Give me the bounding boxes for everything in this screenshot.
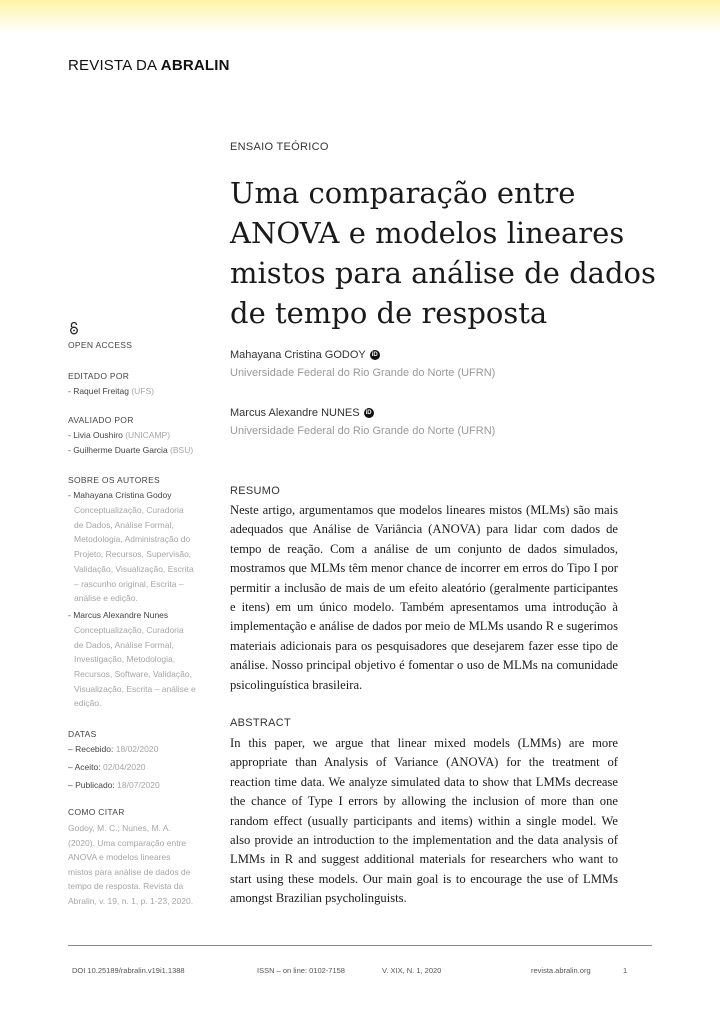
top-gradient-bar	[0, 0, 720, 34]
author-role-line: Investigação, Metodologia,	[74, 654, 176, 665]
footer-volume: V. XIX, N. 1, 2020	[382, 966, 442, 975]
sidebar-dates	[68, 729, 213, 793]
author-role-line: Recursos, Software, Validação,	[74, 669, 192, 680]
reviewer-name: - Guilherme Duarte Garcia	[68, 445, 168, 455]
about-author-name: - Marcus Alexandre Nunes	[68, 609, 169, 620]
abstract-text: In this paper, we argue that linear mixed models (LMMs) are more appropriate than Analysis of Variance (ANOVA) for the treatment of reaction time data. We analyze simulated data to show that LMMs decrease the chance of Type I errors by allowing the inclusion of more than one random effect (usually participants and items) within a single model. We also provide an introduction to the implementation and the data analysis of LMMs in R and suggest additional materials for researchers who want to start using these models. Our main goal is to encourage the use of LMMs amongst Brazilian psycholinguists.	[230, 736, 618, 906]
reviewer-institution: (BSU)	[170, 445, 194, 455]
author-role-line: de Dados, Análise Formal,	[74, 519, 174, 530]
about-author-name: - Mahayana Cristina Godoy	[68, 490, 172, 500]
open-access-label: OPEN ACCESS	[68, 340, 133, 350]
citation-text	[68, 821, 213, 909]
sidebar-how-to-cite	[68, 807, 213, 909]
author-affiliation: Universidade Federal do Rio Grande do Norte (UFRN)	[230, 425, 496, 437]
footer-page-number: 1	[623, 966, 628, 975]
open-access-icon	[68, 321, 80, 335]
editor-name: - Raquel Freitag	[68, 386, 129, 396]
resumo-label: RESUMO	[230, 485, 281, 497]
editor-item	[68, 384, 213, 399]
author-role-line: de Dados, Análise Formal,	[74, 639, 174, 650]
reviewed-by-label: AVALIADO POR	[68, 415, 134, 425]
reviewer-item	[68, 428, 213, 443]
journal-title: REVISTA DA ABRALIN	[68, 57, 230, 74]
resumo-text: Neste artigo, argumentamos que modelos lineares mistos (MLMs) são mais adequados que Análise de Variância (ANOVA) para lidar com dados de tempo de reação. Com a análise de um conjunto de dados simulados, mostramos que MLMs têm menor chance de incorrer em erros do Tipo I por permitir a inclusão de mais de um efeito aleatório (geralmente participantes e itens) em um único modelo. Também apresentamos uma introdução à implementação e análise de dados por meio de MLMs usando R e sugerimos materiais adicionais para os pesquisadores que desejarem fazer esse tipo de análise. Nosso principal objetivo é fomentar o uso de MLMs na comunidade psicolinguística brasileira.	[230, 503, 618, 692]
edited-by-label: EDITADO POR	[68, 371, 130, 381]
date-value: 02/04/2020	[102, 762, 146, 772]
dates-label: DATAS	[68, 729, 97, 739]
about-authors-label: SOBRE OS AUTORES	[68, 475, 161, 485]
sidebar-open-access	[68, 340, 213, 350]
author-role-line: análise e edição.	[74, 593, 138, 604]
abstract-label: ABSTRACT	[230, 717, 292, 729]
editor-institution: (UFS)	[131, 386, 154, 396]
author-2	[230, 407, 495, 437]
date-name: – Recebido:	[68, 744, 114, 754]
date-item	[68, 760, 213, 775]
citation-line: mistos para análise de dados de	[68, 866, 191, 877]
date-name: – Aceito:	[68, 762, 101, 772]
author-affiliation: Universidade Federal do Rio Grande do Norte (UFRN)	[230, 367, 496, 379]
footer-divider	[68, 945, 652, 946]
author-role-line: Visualização, Escrita – análise e	[74, 683, 196, 694]
footer-site[interactable]: revista.abralin.org	[531, 966, 591, 975]
author-role-line: – rascunho original, Escrita –	[74, 578, 184, 589]
citation-line: Godoy, M. C.; Nunes, M. A.	[68, 823, 171, 833]
citation-line: (2020). Uma comparação entre	[68, 837, 187, 848]
citation-line: tempo de resposta. Revista da	[68, 881, 184, 892]
author-role-line: Validação, Visualização, Escrita	[74, 563, 194, 574]
sidebar-reviewed-by	[68, 415, 213, 458]
date-value: 18/02/2020	[115, 744, 159, 754]
reviewer-item	[68, 443, 213, 458]
date-item	[68, 742, 213, 757]
author-name: Mahayana Cristina GODOY	[230, 349, 366, 361]
orcid-icon[interactable]: iD	[365, 410, 372, 416]
citation-line: Abralin, v. 19, n. 1, p. 1-23, 2020.	[68, 895, 194, 906]
date-item	[68, 778, 213, 793]
cite-label: COMO CITAR	[68, 807, 125, 817]
reviewer-institution: (UNICAMP)	[125, 430, 171, 440]
date-name: – Publicado:	[68, 780, 115, 790]
author-name: Marcus Alexandre NUNES	[230, 407, 360, 419]
author-role-line: Projeto, Recursos, Supervisão,	[74, 549, 192, 560]
orcid-icon[interactable]: iD	[371, 352, 378, 358]
date-value: 18/07/2020	[117, 780, 160, 790]
author-role-line: Conceptualização, Curadoria	[74, 505, 184, 515]
article-section-label: ENSAIO TEÓRICO	[230, 141, 329, 153]
reviewer-name: - Livia Oushiro	[68, 430, 123, 440]
footer-issn: ISSN – on line: 0102-7158	[257, 966, 345, 975]
article-title: Uma comparação entre ANOVA e modelos lineares mistos para análise de dados de tempo de resposta	[230, 176, 656, 330]
author-role-line: edição.	[74, 698, 102, 709]
author-1	[230, 349, 495, 379]
author-role-line: Conceptualização, Curadoria	[74, 624, 184, 635]
sidebar-edited-by	[68, 371, 213, 399]
citation-line: ANOVA e modelos lineares	[68, 852, 171, 863]
sidebar-about-authors	[68, 475, 213, 711]
author-role-line: Metodologia, Administração do	[74, 534, 191, 545]
footer-doi[interactable]: DOI 10.25189/rabralin.v19i1.1388	[72, 966, 185, 975]
